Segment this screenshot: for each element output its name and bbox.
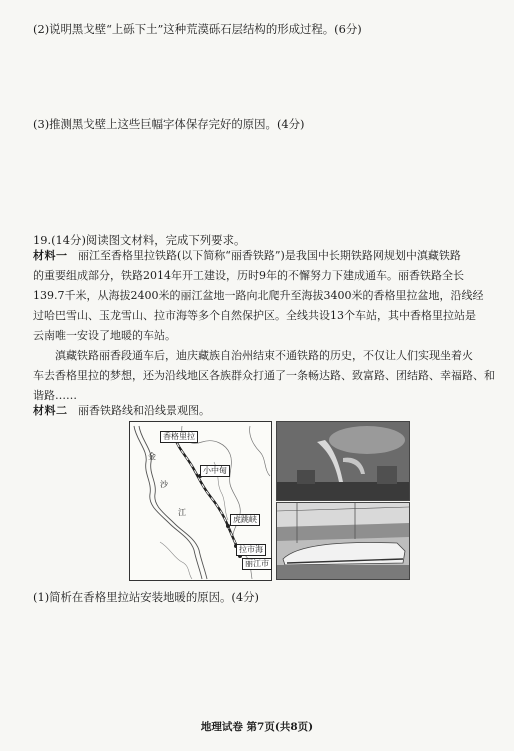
railway-map-drawing <box>130 422 271 580</box>
river-label-char: 江 <box>178 508 186 517</box>
question-2: (2)说明黑戈壁“上砾下土”这种荒漠砾石层结构的形成过程。(6分) <box>33 22 362 36</box>
river-label-char: 金 <box>148 452 156 461</box>
material-1-p2-line: 车去香格里拉的梦想，还为沿线地区各族群众打通了一条畅达路、致富路、团结路、幸福路、和 <box>33 369 495 382</box>
station-photo <box>276 421 410 501</box>
station-label-xianggelila: 香格里拉 <box>160 431 198 443</box>
question-19-1: (1)简析在香格里拉站安装地暖的原因。(4分) <box>33 590 259 604</box>
page-footer: 地理试卷 第7页(共8页) <box>200 721 314 733</box>
question-19-header: 19.(14分)阅读图文材料，完成下列要求。 <box>33 233 246 247</box>
material-1-line: 过哈巴雪山、玉龙雪山、拉市海等多个自然保护区。全线共设13个车站，其中香格里拉站是 <box>33 309 476 322</box>
railway-map <box>129 421 272 581</box>
material-1-line: 139.7千米，从海拔2400米的丽江盆地一路向北爬升至海拔3400米的香格里拉盆地，沿线经 <box>33 289 484 302</box>
material-2-tag: 材料二 <box>33 404 68 417</box>
train-photo-image <box>277 503 409 579</box>
train-photo <box>276 502 410 580</box>
station-label-lijiang: 丽江市 <box>242 558 272 570</box>
material-1-p2-line: 滇藏铁路丽香段通车后，迪庆藏族自治州结束不通铁路的历史，不仅让人们实现坐着火 <box>55 349 473 362</box>
station-label-xiaozhongdian: 小中甸 <box>200 465 230 477</box>
question-3: (3)推测黑戈壁上这些巨幅字体保存完好的原因。(4分) <box>33 117 305 131</box>
material-1-tag: 材料一 <box>33 249 68 262</box>
station-label-hutiaoxia: 虎跳峡 <box>230 514 260 526</box>
material-1-p2-line: 谐路…… <box>33 389 77 402</box>
material-2 <box>33 404 210 418</box>
material-1-line: 的重要组成部分，铁路2014年开工建设，历时9年的不懈努力下建成通车。丽香铁路全长 <box>33 269 464 282</box>
material-1-line <box>33 246 501 266</box>
material-1-line: 云南唯一安设了地暖的车站。 <box>33 329 176 342</box>
station-label-lashihai: 拉市海 <box>236 544 266 556</box>
material-1 <box>33 246 501 406</box>
station-photo-image <box>277 422 409 500</box>
river-label-char: 沙 <box>160 480 168 489</box>
material-2-text: 丽香铁路线和沿线景观图。 <box>78 404 210 417</box>
material-1-line-text: 丽江至香格里拉铁路(以下简称“丽香铁路”)是我国中长期铁路网规划中滇藏铁路 <box>78 249 461 262</box>
